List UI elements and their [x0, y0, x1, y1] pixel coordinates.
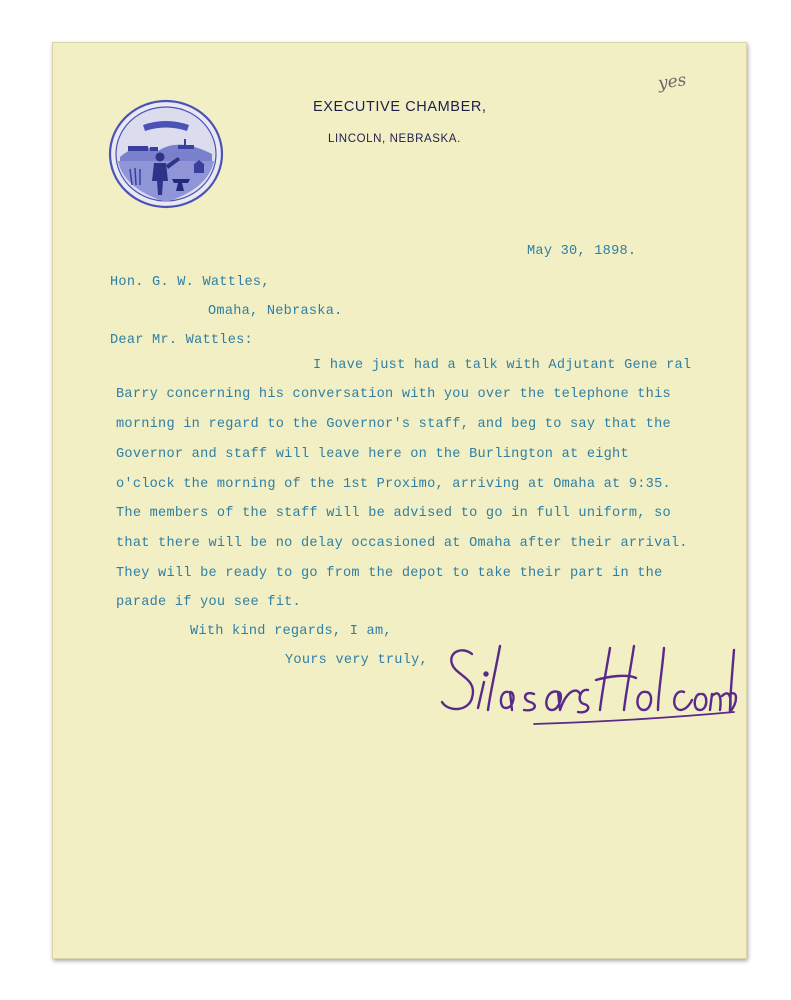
- body-line: The members of the staff will be advised to go in full uniform, so: [116, 506, 671, 521]
- letter-date: May 30, 1898.: [527, 244, 637, 259]
- body-line: morning in regard to the Governor's staff, and beg to say that the: [116, 417, 671, 432]
- letterhead-title: EXECUTIVE CHAMBER,: [313, 99, 487, 115]
- body-line: o'clock the morning of the 1st Proximo, arriving at Omaha at 9:35.: [116, 477, 671, 492]
- body-line: that there will be no delay occasioned at Omaha after their arrival.: [116, 536, 688, 551]
- closing-valediction: Yours very truly,: [285, 653, 428, 668]
- signature: [438, 632, 738, 732]
- recipient-address: Omaha, Nebraska.: [208, 304, 343, 319]
- body-line: Governor and staff will leave here on the Burlington at eight: [116, 447, 629, 462]
- body-line: They will be ready to go from the depot to take their part in the: [116, 566, 663, 581]
- nebraska-seal-icon: [108, 99, 225, 209]
- body-line: Barry concerning his conversation with you over the telephone this: [116, 387, 671, 402]
- handwritten-annotation: yes: [656, 70, 688, 94]
- body-line: I have just had a talk with Adjutant Gene ral: [313, 358, 692, 373]
- salutation: Dear Mr. Wattles:: [110, 333, 253, 348]
- letterhead-city: LINCOLN, NEBRASKA.: [328, 133, 461, 145]
- closing-regards: With kind regards, I am,: [190, 624, 392, 639]
- recipient-name: Hon. G. W. Wattles,: [110, 275, 270, 290]
- body-line: parade if you see fit.: [116, 595, 301, 610]
